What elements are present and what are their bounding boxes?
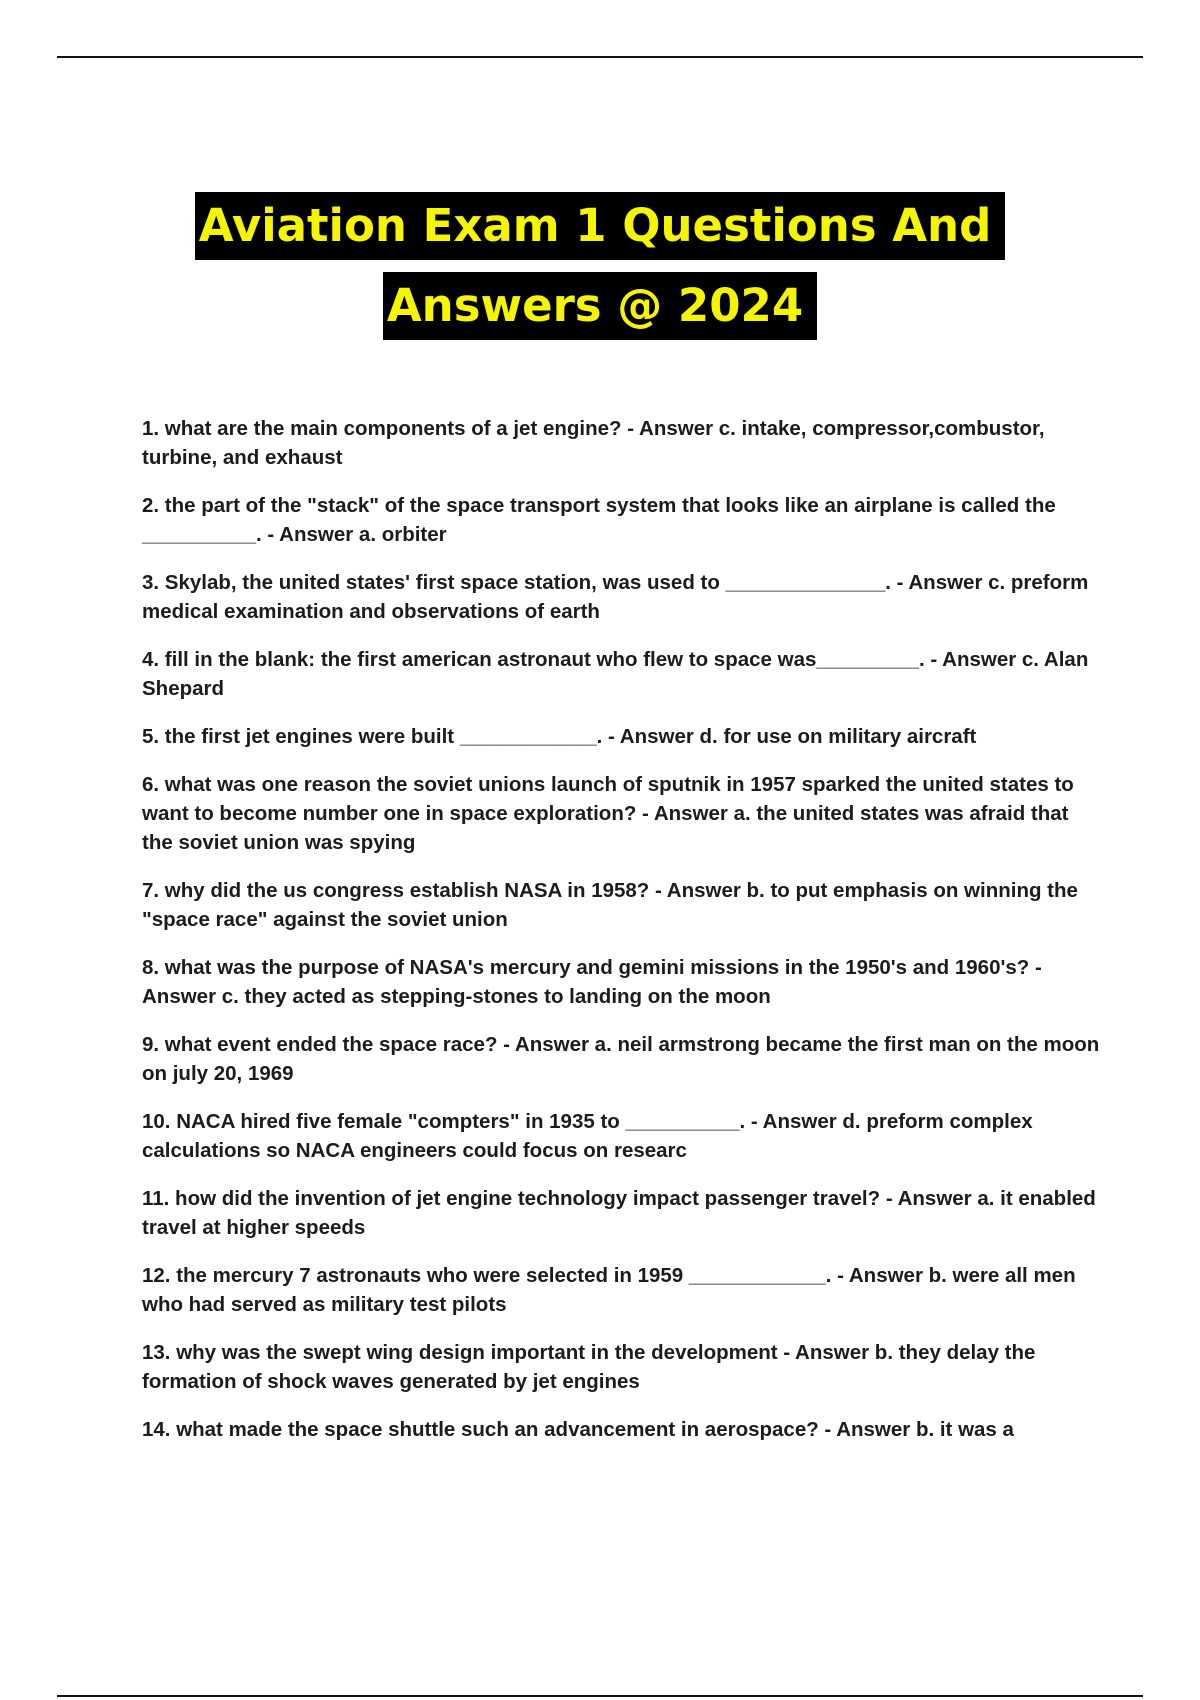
qa-item-10: 10. NACA hired five female "compters" in 1935 to __________. - Answer d. preform complex calculations so NACA engineers could focus on researc	[142, 1110, 1033, 1162]
qa-item-6: 6. what was one reason the soviet unions launch of sputnik in 1957 sparked the united states to want to become number one in space exploration? - Answer a. the united states was afraid that the soviet union was spying	[142, 773, 1074, 854]
document-title	[0, 192, 1200, 340]
question-answer-list	[142, 414, 1102, 1463]
qa-item-13: 13. why was the swept wing design important in the development - Answer b. they delay the formation of shock waves generated by jet engines	[142, 1341, 1036, 1393]
title-line-2: Answers @ 2024	[383, 272, 817, 340]
qa-item-11: 11. how did the invention of jet engine technology impact passenger travel? - Answer a. it enabled travel at higher speeds	[142, 1187, 1096, 1239]
qa-item-3: 3. Skylab, the united states' first space station, was used to ______________. - Answer c. preform medical examination and observations of earth	[142, 571, 1089, 623]
qa-item-12: 12. the mercury 7 astronauts who were selected in 1959 ____________. - Answer b. were all men who had served as military test pilots	[142, 1264, 1076, 1316]
qa-item-9: 9. what event ended the space race? - Answer a. neil armstrong became the first man on the moon on july 20, 1969	[142, 1033, 1100, 1085]
top-rule	[57, 56, 1143, 58]
qa-item-8: 8. what was the purpose of NASA's mercury and gemini missions in the 1950's and 1960's? - Answer c. they acted as stepping-stones to landing on the moon	[142, 956, 1042, 1008]
qa-item-4: 4. fill in the blank: the first american astronaut who flew to space was_________. - Answer c. Alan Shepard	[142, 648, 1089, 700]
qa-item-2: 2. the part of the "stack" of the space transport system that looks like an airplane is called the __________. - Answer a. orbiter	[142, 494, 1056, 546]
bottom-rule	[57, 1695, 1143, 1697]
qa-item-5: 5. the first jet engines were built ____________. - Answer d. for use on military aircraft	[142, 725, 977, 748]
qa-item-1: 1. what are the main components of a jet engine? - Answer c. intake, compressor,combustor, turbine, and exhaust	[142, 417, 1045, 469]
title-line-1: Aviation Exam 1 Questions And	[195, 192, 1006, 260]
qa-item-14: 14. what made the space shuttle such an advancement in aerospace? - Answer b. it was a	[142, 1418, 1014, 1441]
qa-item-7: 7. why did the us congress establish NASA in 1958? - Answer b. to put emphasis on winning the "space race" against the soviet union	[142, 879, 1078, 931]
